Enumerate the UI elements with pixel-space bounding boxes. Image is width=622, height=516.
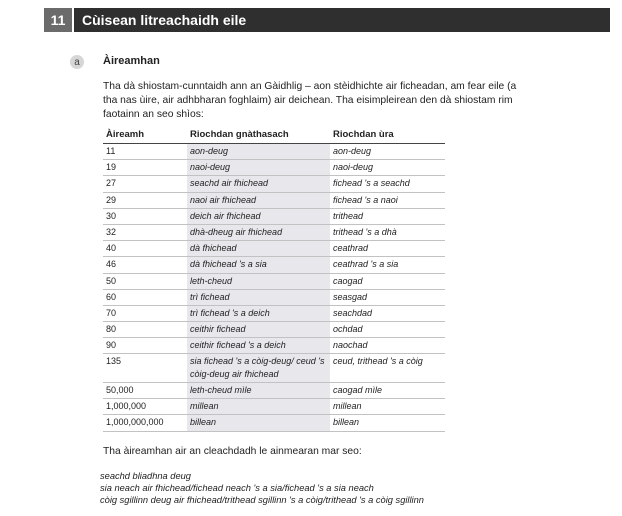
cell-new: trithead xyxy=(330,208,445,224)
header-traditional: Riochdan gnàthasach xyxy=(187,126,330,144)
cell-number: 80 xyxy=(103,322,187,338)
section-badge: a xyxy=(70,55,84,69)
cell-traditional: dhà-dheug air fhichead xyxy=(187,224,330,240)
cell-number: 1,000,000 xyxy=(103,399,187,415)
cell-new: caogad xyxy=(330,273,445,289)
cell-number: 50 xyxy=(103,273,187,289)
table-row xyxy=(103,273,445,289)
cell-number: 30 xyxy=(103,208,187,224)
cell-new: millean xyxy=(330,399,445,415)
example-line: còig sgillinn deug air fhichead/trithead sgillinn 's a còig/trithead 's a còig sgillinn xyxy=(100,495,424,505)
cell-new: ceathrad xyxy=(330,241,445,257)
cell-number: 27 xyxy=(103,176,187,192)
table-row xyxy=(103,354,445,383)
cell-new: ceud, trithead 's a còig xyxy=(330,354,445,383)
table-row xyxy=(103,322,445,338)
cell-traditional: naoi air fhichead xyxy=(187,192,330,208)
cell-number: 32 xyxy=(103,224,187,240)
table-row xyxy=(103,192,445,208)
cell-number: 135 xyxy=(103,354,187,383)
cell-traditional: ceithir fichead 's a deich xyxy=(187,338,330,354)
cell-traditional: trì fichead 's a deich xyxy=(187,305,330,321)
table-row xyxy=(103,305,445,321)
cell-traditional: millean xyxy=(187,399,330,415)
cell-new: aon-deug xyxy=(330,144,445,160)
table-row xyxy=(103,241,445,257)
cell-traditional: leth-cheud mìle xyxy=(187,383,330,399)
cell-number: 60 xyxy=(103,289,187,305)
cell-traditional: naoi-deug xyxy=(187,160,330,176)
cell-new: fichead 's a naoi xyxy=(330,192,445,208)
cell-number: 46 xyxy=(103,257,187,273)
cell-number: 29 xyxy=(103,192,187,208)
cell-new: billean xyxy=(330,415,445,431)
cell-new: fichead 's a seachd xyxy=(330,176,445,192)
header-number: Àireamh xyxy=(103,126,187,144)
cell-traditional: leth-cheud xyxy=(187,273,330,289)
section-title: Àireamhan xyxy=(103,55,160,67)
table-row xyxy=(103,289,445,305)
table-row xyxy=(103,208,445,224)
cell-new: naoi-deug xyxy=(330,160,445,176)
cell-traditional: ceithir fichead xyxy=(187,322,330,338)
cell-new: trithead 's a dhà xyxy=(330,224,445,240)
numbers-table xyxy=(103,126,445,432)
chapter-header xyxy=(44,8,610,32)
table-row xyxy=(103,338,445,354)
example-line: sia neach air fhichead/fichead neach 's a sia/fichead 's a sia neach xyxy=(100,483,374,493)
cell-number: 1,000,000,000 xyxy=(103,415,187,431)
cell-number: 11 xyxy=(103,144,187,160)
cell-new: ochdad xyxy=(330,322,445,338)
cell-traditional: dà fhichead 's a sia xyxy=(187,257,330,273)
example-line: seachd bliadhna deug xyxy=(100,471,191,481)
cell-new: caogad mìle xyxy=(330,383,445,399)
cell-number: 70 xyxy=(103,305,187,321)
cell-number: 40 xyxy=(103,241,187,257)
chapter-number: 11 xyxy=(44,8,72,32)
table-row xyxy=(103,383,445,399)
cell-number: 19 xyxy=(103,160,187,176)
cell-traditional: dà fhichead xyxy=(187,241,330,257)
cell-number: 90 xyxy=(103,338,187,354)
table-row xyxy=(103,224,445,240)
cell-new: seachdad xyxy=(330,305,445,321)
cell-traditional: trì fichead xyxy=(187,289,330,305)
cell-traditional: deich air fhichead xyxy=(187,208,330,224)
usage-text: Tha àireamhan air an cleachdadh le ainmearan mar seo: xyxy=(103,446,362,457)
cell-new: naochad xyxy=(330,338,445,354)
cell-traditional: sia fichead 's a còig-deug/ ceud 's còig-deug air fhichead xyxy=(187,354,330,383)
table-header-row xyxy=(103,126,445,144)
table-row xyxy=(103,415,445,431)
cell-number: 50,000 xyxy=(103,383,187,399)
cell-new: seasgad xyxy=(330,289,445,305)
cell-new: ceathrad 's a sia xyxy=(330,257,445,273)
table-row xyxy=(103,176,445,192)
table-row xyxy=(103,257,445,273)
cell-traditional: aon-deug xyxy=(187,144,330,160)
cell-traditional: seachd air fhichead xyxy=(187,176,330,192)
cell-traditional: billean xyxy=(187,415,330,431)
intro-paragraph: Tha dà shiostam-cunntaidh ann an Gàidhlig – aon stèidhichte air ficheadan, am fear eile (a tha nas ùire, air adhbharan foghlaim) air deichean. Tha eisimpleirean den dà shiostam rim faotainn an seo shìos: xyxy=(103,81,517,120)
chapter-title: Cùisean litreachaidh eile xyxy=(74,8,610,32)
table-row xyxy=(103,144,445,160)
table-row xyxy=(103,160,445,176)
table-row xyxy=(103,399,445,415)
header-new: Riochdan ùra xyxy=(330,126,445,144)
examples-block xyxy=(100,470,424,506)
